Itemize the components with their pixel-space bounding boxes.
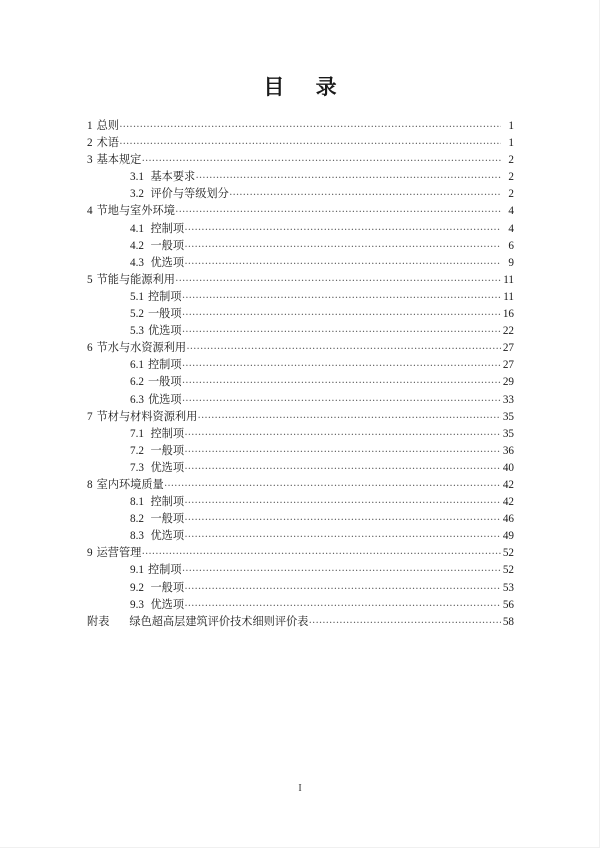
toc-entry-number: 6.3 <box>130 393 144 406</box>
toc-entry-label: 控制项 <box>150 427 185 440</box>
toc-entry-page-number: 11 <box>503 273 514 286</box>
table-of-contents <box>87 118 514 631</box>
toc-entry[interactable] <box>87 460 514 477</box>
toc-entry-label: 控制项 <box>147 359 182 372</box>
toc-entry[interactable] <box>87 323 514 340</box>
toc-entry-page-number: 27 <box>502 342 514 355</box>
toc-entry-label: 室内环境质量 <box>96 478 164 491</box>
toc-entry[interactable] <box>87 528 514 545</box>
toc-entry-number: 5.1 <box>130 290 144 303</box>
toc-entry-label: 控制项 <box>147 564 182 577</box>
toc-entry-label: 优选项 <box>147 393 182 406</box>
toc-entry[interactable] <box>87 340 514 357</box>
toc-entry-label: 优选项 <box>150 598 185 611</box>
toc-entry-label: 一般项 <box>150 239 185 252</box>
toc-entry[interactable] <box>87 186 514 203</box>
toc-leader-dots <box>185 460 501 471</box>
toc-entry-number: 8 <box>87 478 93 491</box>
toc-leader-dots <box>182 562 500 573</box>
toc-entry[interactable] <box>87 494 514 511</box>
toc-entry-label: 优选项 <box>150 461 185 474</box>
toc-entry-label: 基本要求 <box>150 171 196 184</box>
toc-entry[interactable] <box>87 426 514 443</box>
toc-leader-dots <box>198 409 501 420</box>
toc-leader-dots <box>185 238 501 249</box>
toc-leader-dots <box>142 545 501 556</box>
toc-entry-number: 7 <box>87 410 93 423</box>
toc-entry[interactable] <box>87 357 514 374</box>
toc-entry-page-number: 6 <box>508 239 514 252</box>
toc-leader-dots <box>164 477 500 488</box>
toc-entry-label: 节水与水资源利用 <box>96 342 187 355</box>
toc-entry-page-number: 1 <box>508 120 514 132</box>
toc-entry-number: 1 <box>87 120 93 132</box>
toc-entry-label: 节材与材料资源利用 <box>96 410 198 423</box>
toc-entry-label: 一般项 <box>150 444 185 457</box>
toc-leader-dots <box>187 340 501 351</box>
toc-entry[interactable] <box>87 614 514 631</box>
toc-entry-label: 节地与室外环境 <box>96 205 175 218</box>
toc-entry-page-number: 4 <box>508 222 514 235</box>
toc-entry-label: 一般项 <box>150 513 185 526</box>
toc-entry-page-number: 2 <box>508 154 514 167</box>
toc-entry[interactable] <box>87 169 514 186</box>
toc-entry[interactable] <box>87 238 514 255</box>
toc-entry-number: 8.2 <box>130 513 144 526</box>
toc-entry-label: 控制项 <box>147 290 182 303</box>
toc-entry-page-number: 42 <box>502 478 514 491</box>
toc-entry-page-number: 1 <box>508 137 514 150</box>
toc-leader-dots <box>119 118 500 129</box>
toc-entry-label: 优选项 <box>150 256 185 269</box>
toc-entry[interactable] <box>87 135 514 152</box>
toc-leader-dots <box>185 494 501 505</box>
toc-entry[interactable] <box>87 545 514 562</box>
toc-entry-label: 控制项 <box>150 222 185 235</box>
toc-entry-number: 7.2 <box>130 444 144 457</box>
toc-entry[interactable] <box>87 374 514 391</box>
toc-leader-dots <box>185 221 501 232</box>
toc-entry[interactable] <box>87 203 514 220</box>
toc-entry[interactable] <box>87 477 514 494</box>
toc-entry[interactable] <box>87 511 514 528</box>
toc-entry-label: 一般项 <box>147 308 182 321</box>
toc-entry-page-number: 11 <box>503 290 514 303</box>
toc-entry[interactable] <box>87 562 514 579</box>
toc-leader-dots <box>182 289 500 300</box>
toc-entry-label: 总则 <box>96 120 119 132</box>
toc-leader-dots <box>182 323 500 334</box>
toc-entry[interactable] <box>87 152 514 169</box>
toc-leader-dots <box>229 186 500 197</box>
toc-entry-page-number: 22 <box>502 325 514 338</box>
toc-leader-dots <box>182 306 500 317</box>
toc-leader-dots <box>185 426 501 437</box>
toc-leader-dots <box>175 272 500 283</box>
toc-entry-page-number: 2 <box>508 188 514 201</box>
toc-leader-dots <box>309 614 501 625</box>
toc-entry-page-number: 16 <box>502 308 514 321</box>
toc-entry-number: 3.2 <box>130 188 144 201</box>
toc-entry-page-number: 40 <box>502 461 514 474</box>
toc-entry-page-number: 58 <box>502 615 514 628</box>
toc-leader-dots <box>175 203 500 214</box>
toc-entry-page-number: 42 <box>502 496 514 509</box>
toc-entry-label: 术语 <box>96 137 119 150</box>
toc-leader-dots <box>185 443 501 454</box>
toc-entry-label: 运营管理 <box>96 547 142 560</box>
toc-entry-page-number: 29 <box>502 376 514 389</box>
toc-entry-number: 5.2 <box>130 308 144 321</box>
toc-entry[interactable] <box>87 409 514 426</box>
toc-entry-number: 8.1 <box>130 496 144 509</box>
toc-leader-dots <box>185 255 501 266</box>
toc-leader-dots <box>185 511 501 522</box>
toc-entry-number: 6.1 <box>130 359 144 372</box>
toc-entry-label: 一般项 <box>147 376 182 389</box>
toc-entry-number: 6 <box>87 342 93 355</box>
toc-entry-number: 9.1 <box>130 564 144 577</box>
toc-leader-dots <box>185 597 501 608</box>
toc-entry-number: 4.3 <box>130 256 144 269</box>
toc-entry-label: 优选项 <box>150 530 185 543</box>
toc-entry-page-number: 2 <box>508 171 514 184</box>
toc-entry-label: 一般项 <box>150 581 185 594</box>
toc-entry-page-number: 56 <box>502 598 514 611</box>
toc-entry-page-number: 35 <box>502 427 514 440</box>
toc-entry-number: 8.3 <box>130 530 144 543</box>
toc-entry-number: 9.3 <box>130 598 144 611</box>
page-title: 目 录 <box>263 75 350 99</box>
toc-leader-dots <box>182 392 500 403</box>
toc-entry-page-number: 46 <box>502 513 514 526</box>
toc-entry-number: 4.1 <box>130 222 144 235</box>
toc-entry-number: 5 <box>87 273 93 286</box>
toc-entry[interactable] <box>87 272 514 289</box>
toc-entry-number: 7.1 <box>130 427 144 440</box>
toc-entry-page-number: 27 <box>502 359 514 372</box>
toc-entry-label: 节能与能源利用 <box>96 273 175 286</box>
toc-leader-dots <box>182 374 500 385</box>
page-number: I <box>298 783 302 794</box>
toc-entry-label: 控制项 <box>150 496 185 509</box>
toc-entry[interactable] <box>87 392 514 409</box>
toc-entry[interactable] <box>87 289 514 306</box>
toc-entry[interactable] <box>87 443 514 460</box>
toc-entry[interactable] <box>87 597 514 614</box>
toc-entry-number: 6.2 <box>130 376 144 389</box>
toc-entry-page-number: 9 <box>508 256 514 269</box>
toc-entry-label: 优选项 <box>147 325 182 338</box>
toc-entry-number: 3 <box>87 154 93 167</box>
toc-leader-dots <box>142 152 501 163</box>
toc-leader-dots <box>185 580 501 591</box>
toc-entry-number: 4.2 <box>130 239 144 252</box>
toc-entry-number: 2 <box>87 137 93 150</box>
toc-entry-number: 4 <box>87 205 93 218</box>
toc-leader-dots <box>182 357 500 368</box>
toc-entry-number: 7.3 <box>130 461 144 474</box>
toc-entry-number: 附表 <box>87 615 110 628</box>
toc-entry-page-number: 4 <box>508 205 514 218</box>
toc-entry-page-number: 33 <box>502 393 514 406</box>
toc-entry-page-number: 53 <box>502 581 514 594</box>
toc-entry-page-number: 49 <box>502 530 514 543</box>
toc-entry-page-number: 52 <box>502 564 514 577</box>
toc-leader-dots <box>119 135 500 146</box>
toc-leader-dots <box>196 169 501 180</box>
toc-entry-label: 评价与等级划分 <box>150 188 229 201</box>
toc-entry[interactable] <box>87 118 514 135</box>
toc-entry-label: 绿色超高层建筑评价技术细则评价表 <box>129 615 309 628</box>
toc-entry-label: 基本规定 <box>96 154 142 167</box>
toc-entry-page-number: 36 <box>502 444 514 457</box>
toc-entry-number: 3.1 <box>130 171 144 184</box>
toc-entry[interactable] <box>87 580 514 597</box>
toc-entry-number: 9.2 <box>130 581 144 594</box>
toc-entry-number: 5.3 <box>130 325 144 338</box>
toc-entry[interactable] <box>87 306 514 323</box>
toc-entry-page-number: 52 <box>502 547 514 560</box>
toc-entry-number: 9 <box>87 547 93 560</box>
toc-entry[interactable] <box>87 255 514 272</box>
toc-leader-dots <box>185 528 501 539</box>
toc-entry-page-number: 35 <box>502 410 514 423</box>
toc-entry[interactable] <box>87 221 514 238</box>
